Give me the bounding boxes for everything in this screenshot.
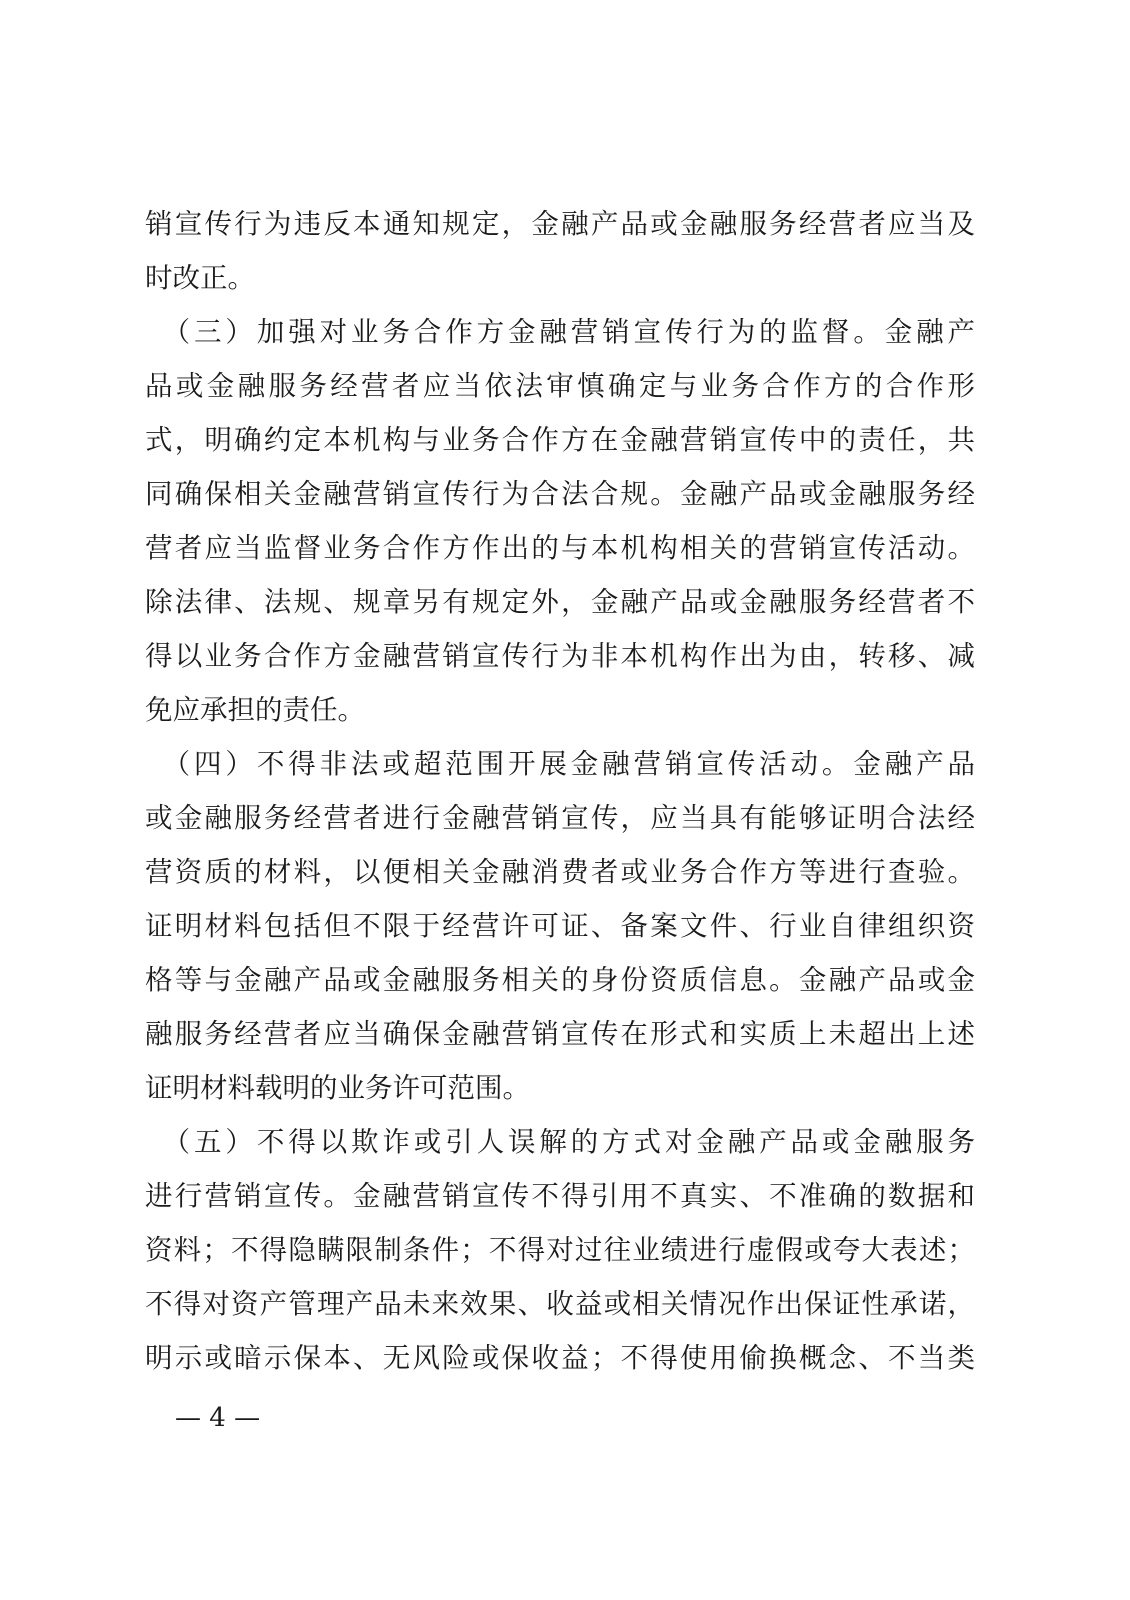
section-heading-line: （三）加强对业务合作方金融营销宣传行为的监督。金融产 [145, 316, 975, 348]
text-line: 格等与金融产品或金融服务相关的身份资质信息。金融产品或金 [145, 964, 975, 996]
text-line: 免应承担的责任。 [145, 694, 365, 726]
text-line: 明示或暗示保本、无风险或保收益；不得使用偷换概念、不当类 [145, 1342, 975, 1374]
section-heading-line: （五）不得以欺诈或引人误解的方式对金融产品或金融服务 [145, 1126, 975, 1158]
text-line: 式，明确约定本机构与业务合作方在金融营销宣传中的责任，共 [145, 424, 975, 456]
text-line: 证明材料包括但不限于经营许可证、备案文件、行业自律组织资 [145, 910, 975, 942]
text-line: 融服务经营者应当确保金融营销宣传在形式和实质上未超出上述 [145, 1018, 975, 1050]
text-line: 销宣传行为违反本通知规定，金融产品或金融服务经营者应当及 [145, 208, 975, 240]
text-line: 除法律、法规、规章另有规定外，金融产品或金融服务经营者不 [145, 586, 975, 618]
text-line: 进行营销宣传。金融营销宣传不得引用不真实、不准确的数据和 [145, 1180, 975, 1212]
text-line: 或金融服务经营者进行金融营销宣传，应当具有能够证明合法经 [145, 802, 975, 834]
text-line: 营者应当监督业务合作方作出的与本机构相关的营销宣传活动。 [145, 532, 975, 564]
section-heading-line: （四）不得非法或超范围开展金融营销宣传活动。金融产品 [145, 748, 975, 780]
text-line: 不得对资产管理产品未来效果、收益或相关情况作出保证性承诺， [145, 1288, 975, 1320]
text-line: 时改正。 [145, 262, 255, 294]
text-line: 资料；不得隐瞒限制条件；不得对过往业绩进行虚假或夸大表述； [145, 1234, 975, 1266]
text-line: 同确保相关金融营销宣传行为合法合规。金融产品或金融服务经 [145, 478, 975, 510]
text-line: 营资质的材料，以便相关金融消费者或业务合作方等进行查验。 [145, 856, 975, 888]
text-line: 得以业务合作方金融营销宣传行为非本机构作出为由，转移、减 [145, 640, 975, 672]
text-line: 品或金融服务经营者应当依法审慎确定与业务合作方的合作形 [145, 370, 975, 402]
body-text [145, 197, 975, 1385]
text-line: 证明材料载明的业务许可范围。 [145, 1072, 530, 1104]
page-number: — 4 — [175, 1403, 261, 1433]
